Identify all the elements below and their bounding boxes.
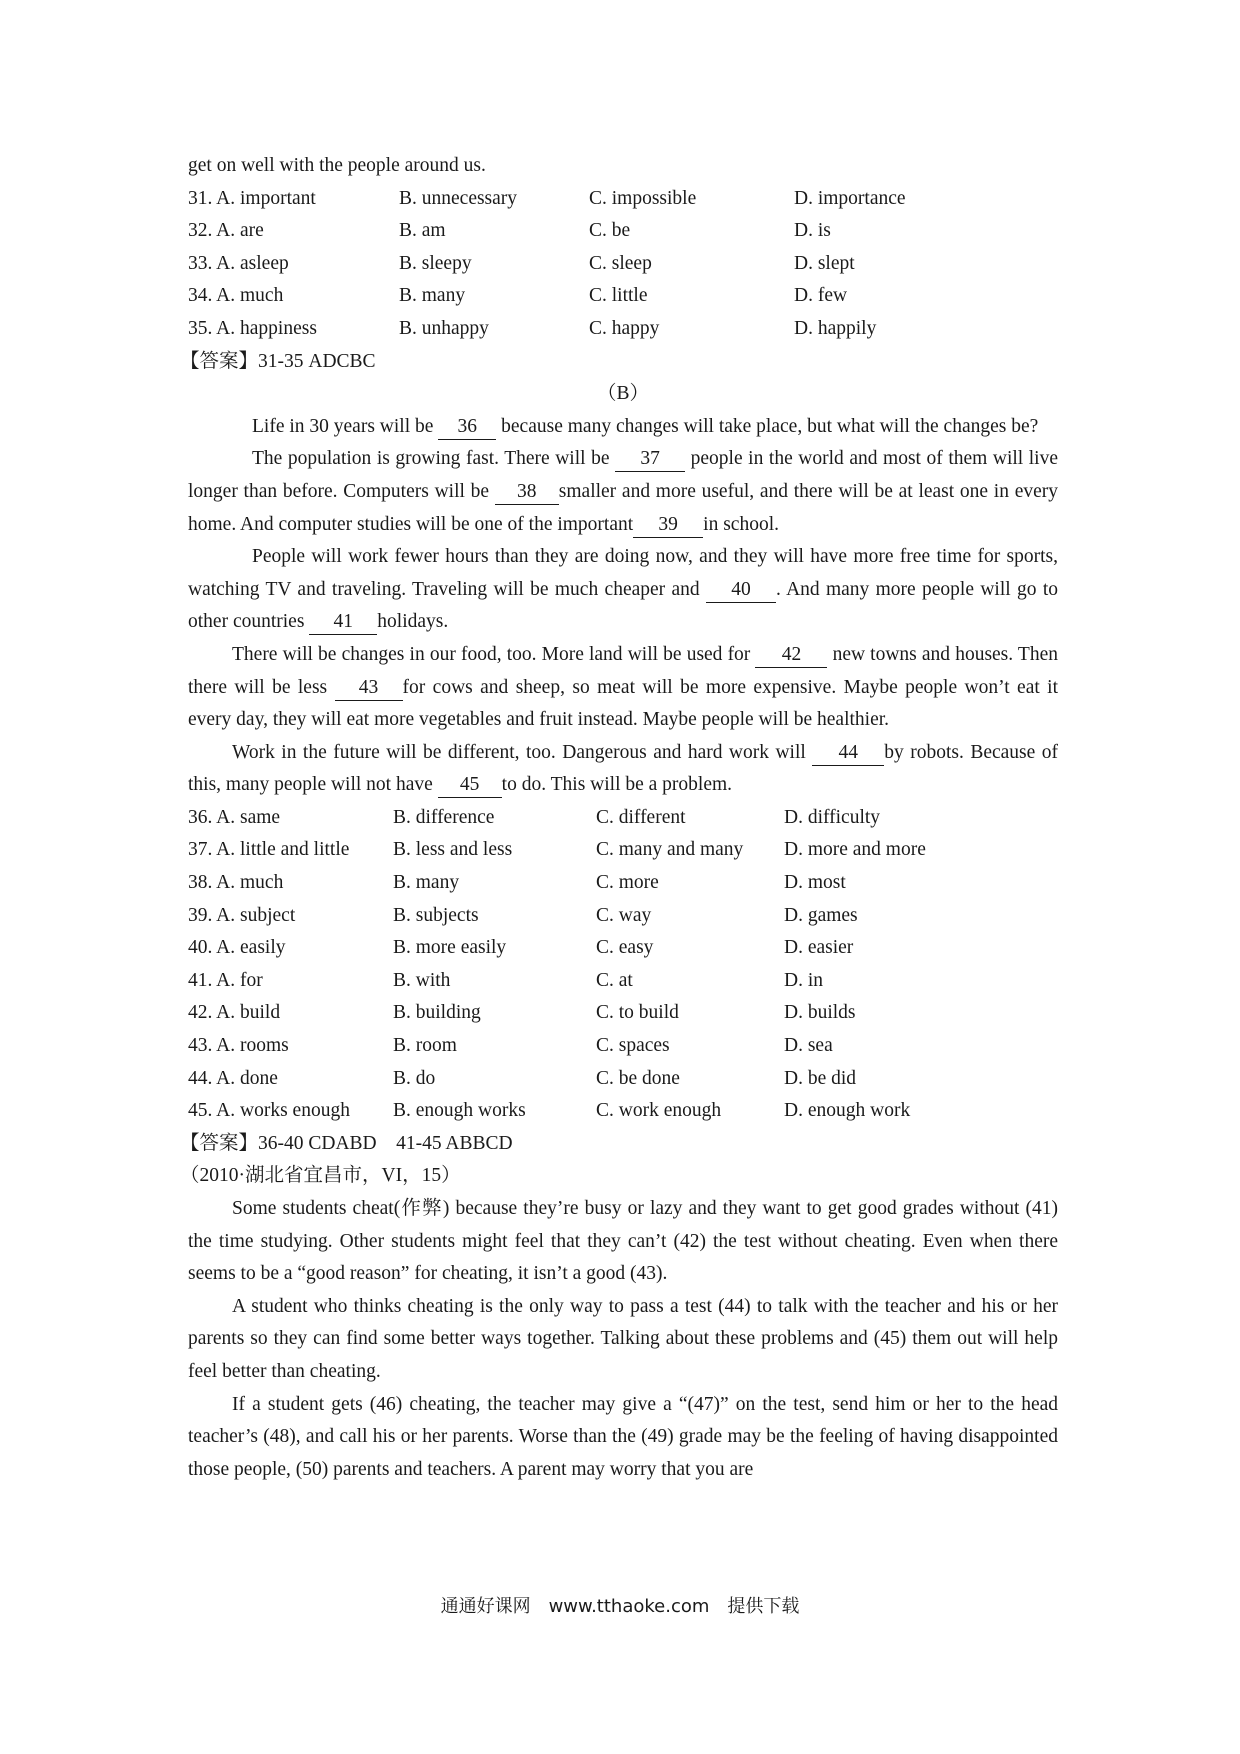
option-d: D. in	[784, 969, 823, 991]
option-a: 44. A. done	[188, 1067, 278, 1089]
option-d: D. sea	[784, 1035, 833, 1057]
text: Life in 30 years will be	[252, 415, 439, 437]
option-row	[188, 965, 1058, 998]
option-row	[188, 1095, 1058, 1128]
option-b: B. sleepy	[399, 252, 472, 274]
passage-b-paragraph	[188, 541, 1058, 639]
option-c: C. sleep	[589, 252, 652, 274]
text: holidays.	[377, 611, 449, 633]
option-c: C. spaces	[596, 1035, 670, 1057]
option-b: B. room	[393, 1035, 457, 1057]
text: for cows and sheep, so meat will be more expensive. Maybe people won’t eat it every day, they will eat more vegetables and fruit instead. Maybe people will be healthier.	[188, 676, 1059, 731]
option-c: C. more	[596, 872, 659, 894]
option-row	[188, 280, 1058, 313]
option-row	[188, 1030, 1058, 1063]
option-d: D. importance	[794, 187, 906, 209]
option-d: D. difficulty	[784, 806, 881, 828]
text: because many changes will take place, but what will the changes be?	[496, 415, 1039, 437]
intro-line: get on well with the people around us.	[188, 155, 486, 176]
option-a: 40. A. easily	[188, 937, 286, 959]
option-a: 35. A. happiness	[188, 317, 317, 339]
option-d: D. be did	[784, 1067, 857, 1089]
option-b: B. do	[393, 1067, 436, 1089]
option-b: B. many	[399, 285, 466, 307]
text: There will be changes in our food, too. More land will be used for	[232, 643, 756, 665]
passage-b-paragraph	[188, 411, 1058, 444]
option-d: D. few	[794, 285, 848, 307]
option-b: B. unhappy	[399, 317, 489, 339]
section-title-b: （B）	[596, 383, 649, 405]
passage-c-paragraph: If a student gets (46) cheating, the teacher may give a “(47)” on the test, send him or her to the head teacher’s (48), and call his or her parents. Worse than the (49) grade may be the feeling of having disappointed those people, (50) parents and teachers. A parent may worry that you are	[188, 1393, 1058, 1480]
answer-key-a: 【答案】31-35 ADCBC	[180, 350, 376, 372]
option-row	[188, 834, 1058, 867]
passage-c-paragraph: Some students cheat(作弊) because they’re busy or lazy and they want to get good grades without (41) the time studying. Other students might feel that they can’t (42) the test without cheating. Even when there seems to be a “good reason” for cheating, it isn’t a good (43).	[188, 1198, 1058, 1285]
option-c: C. little	[589, 285, 648, 307]
option-row	[188, 900, 1058, 933]
option-a: 38. A. much	[188, 872, 284, 894]
blank-37: 37	[615, 447, 685, 472]
option-row	[188, 1063, 1058, 1096]
passage-b-paragraph	[188, 737, 1058, 802]
option-row	[188, 183, 1058, 216]
option-a: 45. A. works enough	[188, 1100, 350, 1122]
option-c: C. be done	[596, 1067, 680, 1089]
blank-45: 45	[438, 773, 502, 798]
option-c: C. easy	[596, 937, 654, 959]
option-a: 42. A. build	[188, 1002, 281, 1024]
option-row	[188, 997, 1058, 1030]
option-d: D. is	[794, 220, 831, 242]
blank-40: 40	[706, 578, 776, 603]
option-b: B. difference	[393, 806, 495, 828]
blank-41: 41	[309, 610, 377, 635]
passage-b-paragraph	[188, 639, 1058, 737]
option-d: D. enough work	[784, 1100, 911, 1122]
option-a: 37. A. little and little	[188, 839, 350, 861]
option-d: D. most	[784, 872, 846, 894]
option-c: C. way	[596, 904, 652, 926]
option-b: B. am	[399, 220, 446, 242]
option-c: C. be	[589, 220, 631, 242]
option-a: 33. A. asleep	[188, 252, 289, 274]
option-c: C. impossible	[589, 187, 697, 209]
blank-38: 38	[495, 480, 559, 505]
text: to do. This will be a problem.	[501, 774, 733, 796]
passage-c-paragraph: A student who thinks cheating is the only way to pass a test (44) to talk with the teacher and his or her parents so they can find some better ways together. Talking about these problems and (45) them out will help feel better than cheating.	[188, 1295, 1058, 1382]
option-a: 43. A. rooms	[188, 1035, 289, 1057]
option-d: D. more and more	[784, 839, 926, 861]
blank-44: 44	[812, 741, 884, 766]
option-d: D. builds	[784, 1002, 856, 1024]
option-b: B. building	[393, 1002, 481, 1024]
page-footer: 通通好课网 www.tthaoke.com 提供下载	[440, 1596, 800, 1617]
blank-39: 39	[633, 513, 703, 538]
passage-c	[188, 1193, 1058, 1486]
answer-key-b: 【答案】36-40 CDABD 41-45 ABBCD	[180, 1132, 513, 1154]
options-b	[188, 802, 1058, 1128]
option-row	[188, 248, 1058, 281]
option-b: B. more easily	[393, 937, 507, 959]
option-row	[188, 802, 1058, 835]
option-c: C. at	[596, 969, 633, 991]
blank-36: 36	[438, 415, 496, 440]
option-a: 32. A. are	[188, 220, 264, 242]
text: The population is growing fast. There will be	[252, 448, 616, 470]
passage-b	[188, 411, 1058, 802]
option-c: C. happy	[589, 317, 660, 339]
text: . And many more people will go to other countries	[188, 578, 1058, 633]
option-c: C. work enough	[596, 1100, 722, 1122]
option-row	[188, 867, 1058, 900]
text: smaller and more useful, and there will be at least one in every home. And computer studies will be one of the important	[188, 480, 1058, 535]
passage-b-paragraph	[188, 443, 1058, 541]
option-b: B. enough works	[393, 1100, 526, 1122]
option-a: 34. A. much	[188, 285, 284, 307]
source-line: （2010·湖北省宜昌市，VI，15）	[180, 1165, 461, 1187]
document-page	[180, 150, 1059, 1486]
option-b: B. unnecessary	[399, 187, 518, 209]
option-a: 36. A. same	[188, 806, 281, 828]
option-c: C. different	[596, 806, 686, 828]
option-row	[188, 313, 1058, 346]
text: by robots. Because of this, many people will not have	[188, 741, 1058, 796]
text: people in the world and most of them will live longer than before. Computers will be	[188, 448, 1059, 502]
option-d: D. games	[784, 904, 858, 926]
option-b: B. with	[393, 969, 451, 991]
option-c: C. to build	[596, 1002, 679, 1024]
blank-42: 42	[755, 643, 827, 668]
text: new towns and houses. Then there will be less	[188, 643, 1058, 698]
option-a: 41. A. for	[188, 969, 263, 991]
option-b: B. subjects	[393, 904, 479, 926]
text: People will work fewer hours than they are doing now, and they will have more free time for sports, watching TV and traveling. Traveling will be much cheaper and	[188, 546, 1058, 600]
text: Work in the future will be different, too. Dangerous and hard work will	[232, 741, 813, 763]
option-b: B. many	[393, 872, 460, 894]
option-c: C. many and many	[596, 839, 744, 861]
option-d: D. happily	[794, 317, 877, 339]
blank-43: 43	[335, 676, 403, 701]
option-row	[188, 932, 1058, 965]
options-a	[188, 183, 1058, 346]
option-a: 31. A. important	[188, 187, 316, 209]
option-d: D. easier	[784, 937, 854, 959]
option-a: 39. A. subject	[188, 904, 296, 926]
option-d: D. slept	[794, 252, 855, 274]
text: in school.	[703, 513, 780, 535]
option-b: B. less and less	[393, 839, 513, 861]
option-row	[188, 215, 1058, 248]
